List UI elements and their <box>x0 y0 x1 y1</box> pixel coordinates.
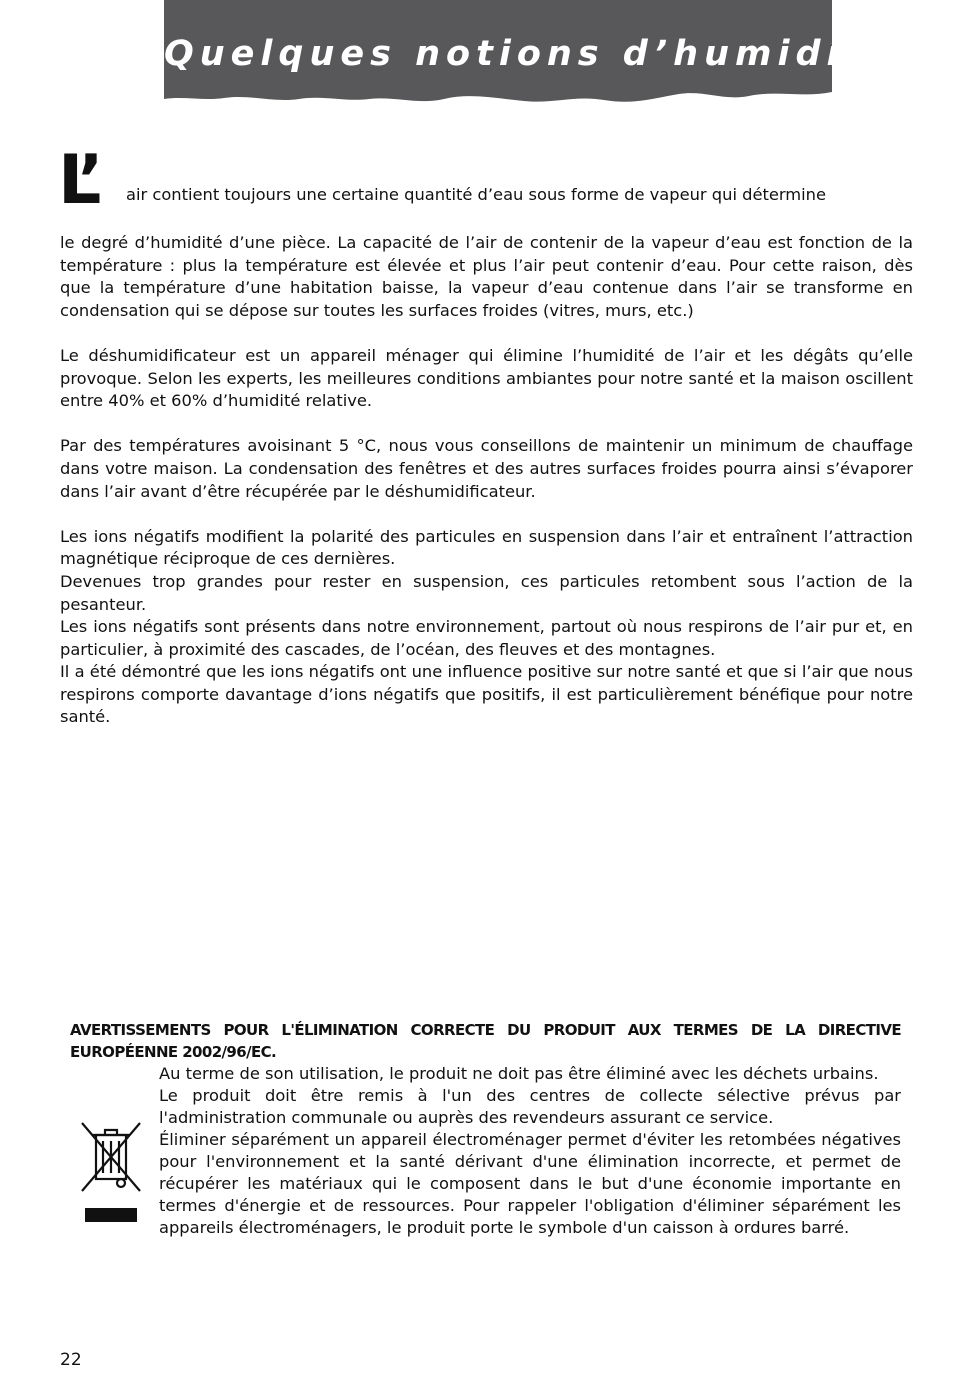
paragraph-ions-2: Devenues trop grandes pour rester en suspension, ces particules retombent sous l’action de la pesanteur. <box>60 571 913 614</box>
weee-body-paragraph-3: Éliminer séparément un appareil électroménager permet d'éviter les retombées négatives pour l'environnement et la santé dérivant d'une élimination incorrecte, et permet de récupérer les matériaux qui le composent dans le but d'une économie importante en termes d'énergie et de ressources. Pour rappeler l'obligation d'éliminer séparément les appareils électroménagers, le produit porte le symbole d'un caisson à ordures barré. <box>159 1130 901 1237</box>
crossed-out-wheelie-bin-icon <box>79 1119 143 1231</box>
weee-notice <box>70 1019 901 1237</box>
page-title: Quelques notions d’humidité <box>164 34 897 74</box>
title-banner <box>164 0 897 110</box>
page-number: 22 <box>60 1350 82 1370</box>
weee-body-paragraph-1: Au terme de son utilisation, le produit ne doit pas être éliminé avec les déchets urbains. <box>159 1064 879 1083</box>
paragraph-ions-4: Il a été démontré que les ions négatifs ont une influence positive sur notre santé et que si l’air que nous respirons comporte davantage d’ions négatifs que positifs, il est particulièrement bénéfique pour notre santé. <box>60 662 913 727</box>
paragraph-ions-3: Les ions négatifs sont présents dans notre environnement, partout où nous respirons de l’air pur et, en particulier, à proximité des cascades, de l’océan, des fleuves et des montagnes. <box>60 617 913 659</box>
intro-first-line <box>58 141 913 220</box>
paragraph-ions-1: Les ions négatifs modifient la polarité des particules en suspension dans l’air et entraînent l’attraction magnétique réciproque de ces dernières. <box>60 526 913 569</box>
paragraph-dehumidifier: Le déshumidificateur est un appareil ménager qui élimine l’humidité de l’air et les dégâts qu’elle provoque. Selon les experts, les meilleures conditions ambiantes pour notre santé et la maison oscillent entre 40% et 60% d’humidité relative. <box>60 345 913 411</box>
weee-heading: AVERTISSEMENTS POUR L'ÉLIMINATION CORRECTE DU PRODUIT AUX TERMES DE LA DIRECTIVE EUROPÉENNE 2002/96/EC. <box>70 1021 901 1061</box>
weee-body <box>159 1063 901 1239</box>
weee-body-paragraph-2: Le produit doit être remis à l'un des centres de collecte sélective prévus par l'administration communale ou auprès des revendeurs assurant ce service. <box>159 1086 901 1127</box>
paragraph-temperature: Par des températures avoisinant 5 °C, nous vous conseillons de maintenir un minimum de chauffage dans votre maison. La condensation des fenêtres et des autres surfaces froides pourra ainsi s’évaporer dans l’air avant d’être récupérée par le déshumidificateur. <box>60 436 913 501</box>
drop-cap: L’ <box>58 141 96 220</box>
intro-first-line-text: air contient toujours une certaine quantité d’eau sous forme de vapeur qui détermine <box>126 185 827 204</box>
intro-paragraph: le degré d’humidité d’une pièce. La capacité de l’air de contenir de la vapeur d’eau est fonction de la température : plus la température est élevée et plus l’air peut contenir d’eau. Pour cette raison, dès que la température d’une habitation baisse, la vapeur d’eau contenue dans l’air se transforme en condensation qui se dépose sur toutes les surfaces froides (vitres, murs, etc.) <box>60 233 913 320</box>
main-content <box>58 141 913 729</box>
